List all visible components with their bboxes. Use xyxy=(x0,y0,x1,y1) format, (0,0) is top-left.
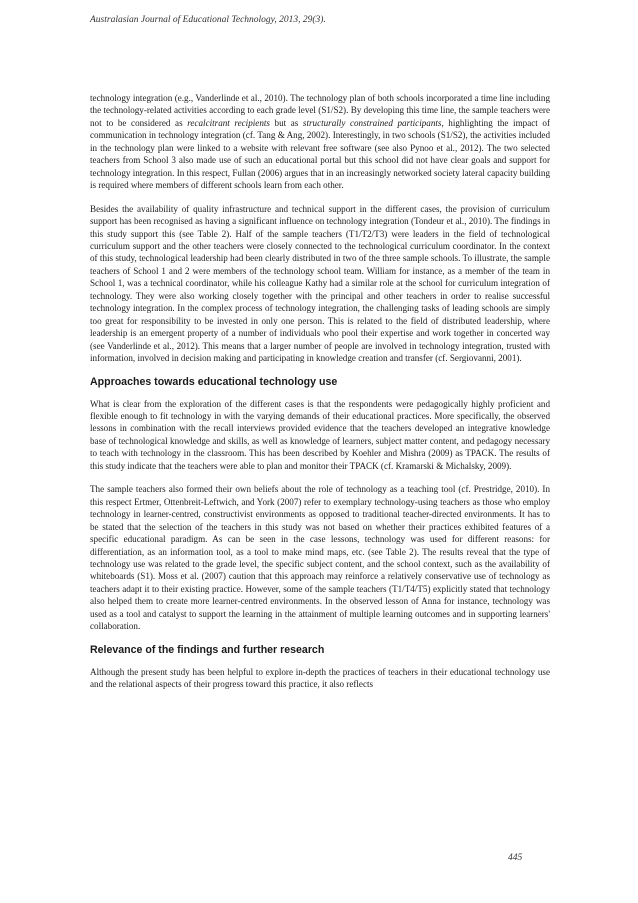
paragraph-5: Although the present study has been helpful to explore in-depth the practices of teachers in their educational technology use and the relational aspects of their progress toward this practice, it also reflects xyxy=(90,666,550,690)
paragraph-4: The sample teachers also formed their own beliefs about the role of technology as a teaching tool (cf. Prestridge, 2010). In this respect Ertmer, Ottenbreit-Leftwich, and York (2007) refer to exemplary technology-using teachers as those who employ technology in learner-centred, constructivist environments as opposed to traditional teacher-directed environments. It has to be stated that the selection of the teachers in this study was not based on whether their practices exhibited features of a specific educational paradigm. As can be seen in the case lessons, technology was used for different reasons: for differentiation, as an information tool, as a tool to make mind maps, etc. (see Table 2). The results reveal that the type of technology use was related to the grade level, the specific subject content, and the school context, such as the availability of whiteboards (S1). Moss et al. (2007) caution that this approach may reinforce a relatively conservative use of technology as teachers adapt it to their existing practice. However, some of the sample teachers (T1/T4/T5) explicitly stated that technology also helped them to create more learner-centred environments. In the observed lesson of Anna for instance, technology was used as a tool and catalyst to support the learning in the attainment of multiple learning outcomes and in supporting learners' collaboration. xyxy=(90,484,550,632)
paragraph-1 xyxy=(90,92,550,192)
page-number: 445 xyxy=(508,853,523,863)
paragraph-1-text-e: , highlighting the impact of communication in technology integration (cf. Tang & Ang, 2002). Interestingly, in two schools (S1/S2), the activities included in the technology plan were linked to a website with relevant free software (see also Pynoo et al., 2012). The two selected teachers from School 3 also made use of such an educational portal but this school did not have clear goals and support for technology integration. In this respect, Fullan (2006) argues that in an increasingly networked society lateral capacity building is required where members of different schools learn from each other. xyxy=(90,117,550,191)
section-heading-approaches: Approaches towards educational technology use xyxy=(90,375,338,388)
article-body xyxy=(90,92,550,702)
paragraph-1-emphasis-b: recalcitrant recipients xyxy=(187,117,270,128)
paragraph-3: What is clear from the exploration of the different cases is that the respondents were pedagogically highly proficient and flexible enough to fit technology in with the varying demands of their educational practices. More specifically, the observed lessons in combination with the recall interviews provided evidence that the teachers developed an integrative knowledge base of technological knowledge and skills, as well as knowledge of learners, subject matter content, and pedagogy necessary to teach with technology in the classroom. This has been described by Koehler and Mishra (2009) as TPACK. The results of this study indicate that the teachers were able to plan and monitor their TPACK (cf. Kramarski & Michalsky, 2009). xyxy=(90,398,550,471)
paragraph-1-text-a: technology integration (e.g., Vanderlinde et al., 2010). The technology plan of both schools incorporated a time line including the technology-related activities according to each grade level (S1/S2). By developing this time line, the sample teachers were not to be considered as xyxy=(90,93,550,128)
paragraph-1-emphasis-d: structurally constrained participants xyxy=(302,117,442,128)
paragraph-2: Besides the availability of quality infrastructure and technical support in the different cases, the provision of curriculum support has been recognised as having a significant influence on technology integration (Tondeur et al., 2010). The findings in this study support this (see Table 2). Half of the sample teachers (T1/T2/T3) were leaders in the field of technological curriculum support and the other teachers were closely connected to the technological curriculum coordinator. In the context of this study, technological leadership had been clearly distributed in two of the three sample schools. To illustrate, the sample teachers of School 1 and 2 were members of the technology school team. William for instance, as a member of the team in School 1, was a technical coordinator, while his colleague Kathy had a similar role at the school for curriculum integration of technology. They were also working closely together with the principal and other teachers in order to realise successful technology integration. In the complex process of technology integration, the challenging tasks of leading schools are simply too great for responsibility to be invested in only one person. This is related to the field of distributed leadership, where leadership is an emergent property of a number of individuals who pool their expertise and work together in concerted way (see Vanderlinde et al., 2012). This means that a larger number of people are involved in technology integration, trusted with information, involved in decision making and participating in knowledge creation and transfer (cf. Sergiovanni, 2001). xyxy=(90,203,550,364)
journal-header: Australasian Journal of Educational Technology, 2013, 29(3). xyxy=(90,15,326,25)
paragraph-1-text-c: but as xyxy=(269,117,303,128)
section-heading-relevance: Relevance of the findings and further research xyxy=(90,643,325,656)
